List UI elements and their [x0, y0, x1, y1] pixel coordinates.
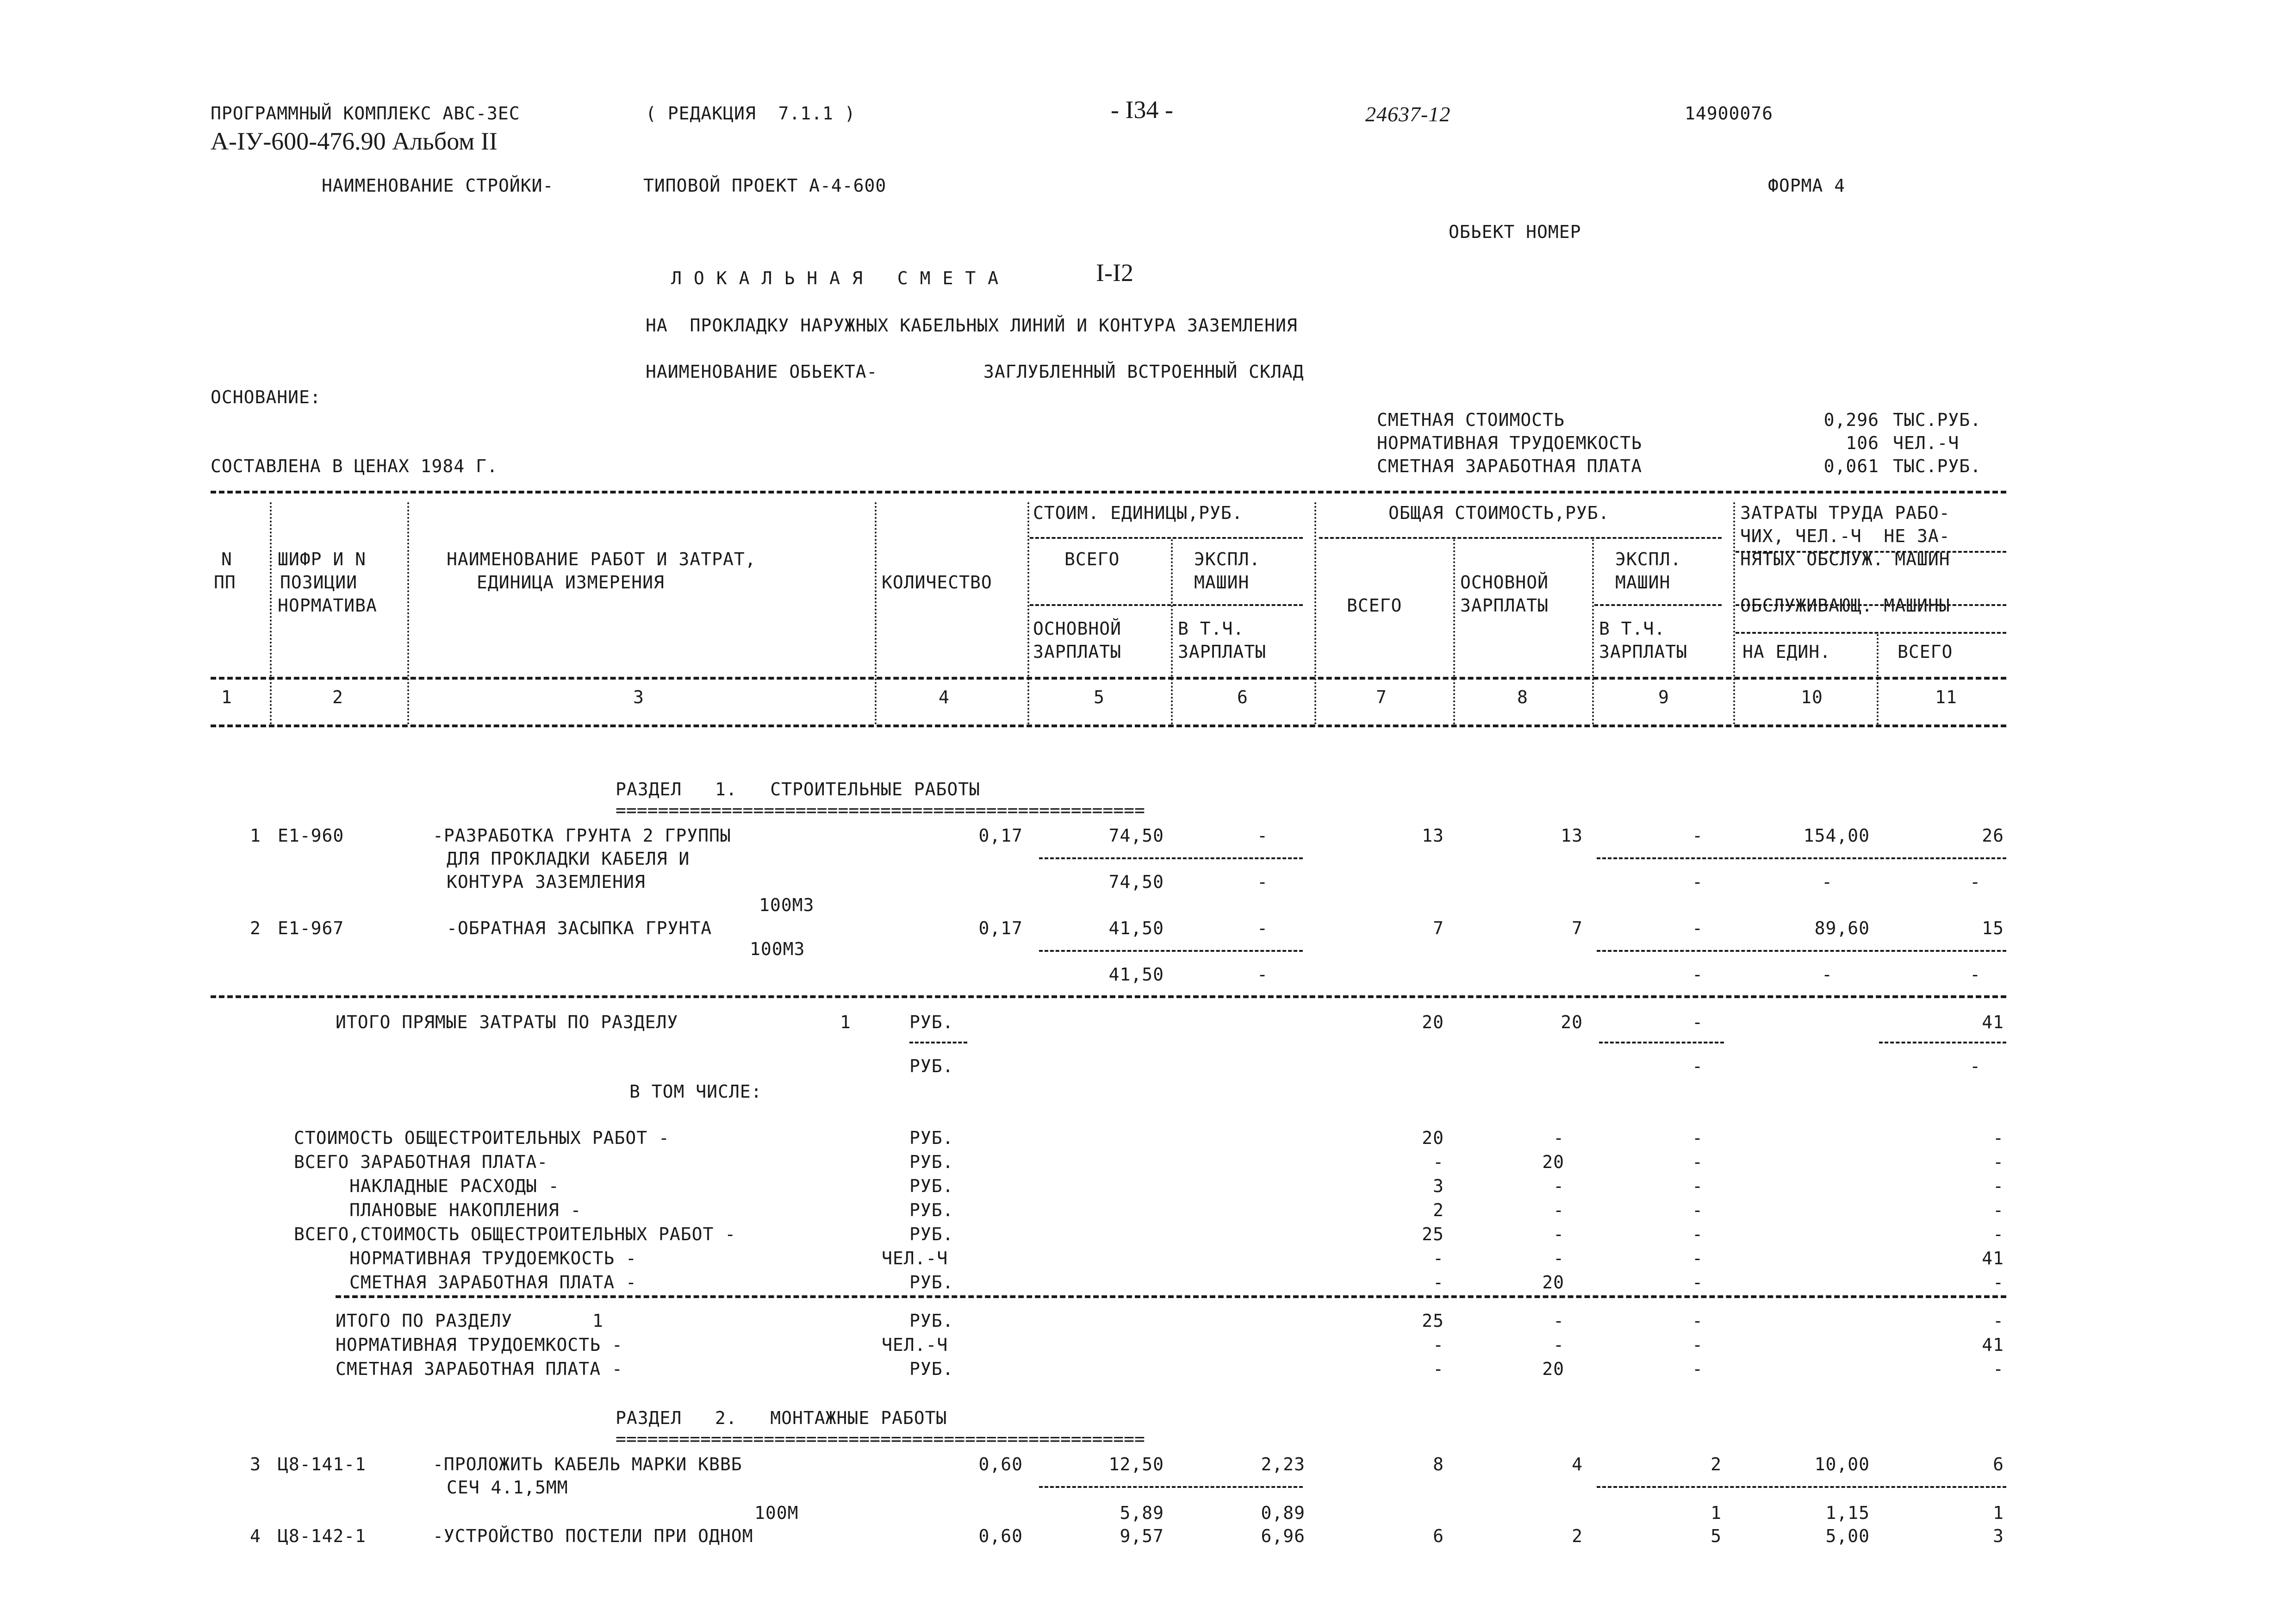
- row3-code: Ц8-141-1: [278, 1454, 367, 1474]
- row1-c5b: 74,50: [1108, 872, 1164, 892]
- section2-underline: ==================================================: [616, 1429, 1145, 1449]
- final-label: СМЕТНАЯ ЗАРАБОТНАЯ ПЛАТА -: [336, 1359, 623, 1379]
- row2-rule-a: [1039, 950, 1303, 952]
- breakdown-c7: -: [1433, 1152, 1444, 1172]
- summary-value-cost: 0,296: [1823, 410, 1879, 430]
- row3-qty: 0,60: [978, 1454, 1023, 1474]
- summary-unit-cost: ТЫС.РУБ.: [1893, 410, 1982, 430]
- header-bottom-rule: [211, 677, 2006, 680]
- direct-total-label: ИТОГО ПРЯМЫЕ ЗАТРАТЫ ПО РАЗДЕЛУ: [336, 1012, 678, 1032]
- final-unit: ЧЕЛ.-Ч: [882, 1335, 948, 1355]
- final-unit: РУБ.: [909, 1311, 954, 1331]
- album-label: А-IУ-600-476.90 Альбом II: [211, 127, 498, 155]
- row2-name-1: -ОБРАТНАЯ ЗАСЫПКА ГРУНТА: [447, 918, 712, 938]
- row1-c10b: -: [1822, 872, 1833, 892]
- row3-name-1: -ПРОЛОЖИТЬ КАБЕЛЬ МАРКИ КВВБ: [433, 1454, 742, 1474]
- hdr-pp: ПП: [214, 572, 236, 593]
- breakdown-unit: РУБ.: [909, 1152, 954, 1172]
- breakdown-unit: РУБ.: [909, 1176, 954, 1196]
- breakdown-c7: -: [1433, 1248, 1444, 1268]
- col-num-1: 1: [221, 687, 232, 707]
- row2-c5: 41,50: [1108, 918, 1164, 938]
- hdr-quantity: КОЛИЧЕСТВО: [882, 572, 992, 593]
- row2-c8: 7: [1572, 918, 1583, 938]
- row3-rule-b: [1597, 1486, 2006, 1488]
- row3-c6: 2,23: [1261, 1454, 1305, 1474]
- hdr-osn2-2: ЗАРПЛАТЫ: [1460, 595, 1549, 616]
- hdr-expl-2: МАШИН: [1194, 572, 1250, 593]
- prices-year: СОСТАВЛЕНА В ЦЕНАХ 1984 Г.: [211, 456, 498, 476]
- direct-total-c8: 20: [1561, 1012, 1583, 1032]
- breakdown-label: ВСЕГО,СТОИМОСТЬ ОБЩЕСТРОИТЕЛЬНЫХ РАБОТ -: [294, 1224, 736, 1244]
- final-c9: -: [1692, 1311, 1703, 1331]
- breakdown-c9: -: [1692, 1224, 1703, 1244]
- page-number: - I34 -: [1111, 96, 1173, 124]
- hdr-vtch2-2: ЗАРПЛАТЫ: [1599, 642, 1688, 662]
- breakdown-rule: [336, 1295, 2006, 1298]
- handwritten-number: 24637-12: [1365, 102, 1451, 126]
- col-num-4: 4: [939, 687, 950, 707]
- row1-unit: 100М3: [759, 895, 815, 915]
- summary-label-labor: НОРМАТИВНАЯ ТРУДОЕМКОСТЬ: [1377, 433, 1643, 453]
- final-unit: РУБ.: [909, 1359, 954, 1379]
- row3-c5b: 5,89: [1120, 1503, 1164, 1523]
- table-top-rule: [211, 491, 2006, 493]
- col-sep-8: [1592, 539, 1594, 725]
- row2-c7: 7: [1433, 918, 1444, 938]
- breakdown-c8: -: [1553, 1200, 1564, 1220]
- row2-c9b: -: [1692, 964, 1703, 985]
- col-sep-4: [1027, 502, 1029, 725]
- row2-unit: 100М3: [750, 939, 805, 959]
- row2-rule-b: [1597, 950, 2006, 952]
- row3-c11: 6: [1993, 1454, 2004, 1474]
- row2-c6b: -: [1257, 964, 1268, 985]
- row4-c8: 2: [1572, 1526, 1583, 1546]
- final-c8: -: [1553, 1311, 1564, 1331]
- breakdown-c8: -: [1553, 1176, 1564, 1196]
- row4-c6: 6,96: [1261, 1526, 1305, 1546]
- row3-c8: 4: [1572, 1454, 1583, 1474]
- row1-n: 1: [250, 825, 261, 846]
- total-cost-rule: [1319, 537, 1722, 539]
- final-c9: -: [1692, 1359, 1703, 1379]
- col-num-5: 5: [1094, 687, 1105, 707]
- hdr-total-cost: ОБЩАЯ СТОИМОСТЬ,РУБ.: [1388, 503, 1610, 523]
- hdr-name-1: НАИМЕНОВАНИЕ РАБОТ И ЗАТРАТ,: [447, 549, 756, 569]
- breakdown-c7: 20: [1422, 1128, 1444, 1148]
- summary-value-labor: 106: [1846, 433, 1879, 453]
- row4-c10: 5,00: [1825, 1526, 1870, 1546]
- direct-c9-rule: [1599, 1042, 1724, 1043]
- construction-value: ТИПОВОЙ ПРОЕКТ А-4-600: [643, 175, 887, 196]
- hdr-osn2-1: ОСНОВНОЙ: [1460, 572, 1549, 593]
- col-sep-5: [1171, 539, 1173, 725]
- row2-c11: 15: [1982, 918, 2004, 938]
- hdr-vtch-1: В Т.Ч.: [1178, 618, 1244, 639]
- row2-code: Е1-967: [278, 918, 344, 938]
- col-num-7: 7: [1376, 687, 1387, 707]
- breakdown-c7: -: [1433, 1272, 1444, 1293]
- breakdown-unit: РУБ.: [909, 1224, 954, 1244]
- row3-unit: 100М: [754, 1503, 799, 1523]
- basis-label: ОСНОВАНИЕ:: [211, 387, 321, 407]
- breakdown-c11: -: [1993, 1176, 2004, 1196]
- col-sep-6: [1314, 502, 1316, 725]
- section1-rows-rule: [211, 995, 2006, 998]
- section2-title: РАЗДЕЛ 2. МОНТАЖНЫЕ РАБОТЫ: [616, 1408, 947, 1428]
- hdr-vsego-total: ВСЕГО: [1347, 595, 1402, 616]
- row3-c11b: 1: [1993, 1503, 2004, 1523]
- row2-c10b: -: [1822, 964, 1833, 985]
- row1-name-1: -РАЗРАБОТКА ГРУНТА 2 ГРУППЫ: [433, 825, 731, 846]
- hdr-vsego-unit: ВСЕГО: [1064, 549, 1120, 569]
- final-c8: -: [1553, 1335, 1564, 1355]
- row3-c9b: 1: [1711, 1503, 1722, 1523]
- col-sep-7: [1453, 539, 1455, 725]
- hdr-osn-1: ОСНОВНОЙ: [1033, 618, 1122, 639]
- row1-c9b: -: [1692, 872, 1703, 892]
- row3-n: 3: [250, 1454, 261, 1474]
- row3-rule-a: [1039, 1486, 1303, 1488]
- document-title: ЛОКАЛЬНАЯ СМЕТА: [671, 268, 1011, 288]
- direct-rub2-c11: -: [1970, 1056, 1981, 1076]
- row1-c11b: -: [1970, 872, 1981, 892]
- section1-title: РАЗДЕЛ 1. СТРОИТЕЛЬНЫЕ РАБОТЫ: [616, 779, 980, 800]
- direct-c11-rule: [1879, 1042, 2006, 1043]
- breakdown-c8: -: [1553, 1248, 1564, 1268]
- row1-name-2: ДЛЯ ПРОКЛАДКИ КАБЕЛЯ И: [447, 849, 690, 869]
- summary-label-cost: СМЕТНАЯ СТОИМОСТЬ: [1377, 410, 1565, 430]
- row3-c6b: 0,89: [1261, 1503, 1305, 1523]
- row1-c6b: -: [1257, 872, 1268, 892]
- hdr-code-1: ШИФР И N: [278, 549, 367, 569]
- col-sep-3: [875, 502, 877, 725]
- row2-c10: 89,60: [1814, 918, 1870, 938]
- final-c7: 25: [1422, 1311, 1444, 1331]
- breakdown-c9: -: [1692, 1176, 1703, 1196]
- direct-rub-rule: [909, 1042, 967, 1043]
- final-label: НОРМАТИВНАЯ ТРУДОЕМКОСТЬ -: [336, 1335, 623, 1355]
- row2-c6: -: [1257, 918, 1268, 938]
- row2-c5b: 41,50: [1108, 964, 1164, 985]
- breakdown-c7: 3: [1433, 1176, 1444, 1196]
- labor-rule-3: [1736, 632, 2006, 634]
- row1-c8: 13: [1561, 825, 1583, 846]
- row2-qty: 0,17: [978, 918, 1023, 938]
- row2-c9: -: [1692, 918, 1703, 938]
- breakdown-label: ВСЕГО ЗАРАБОТНАЯ ПЛАТА-: [294, 1152, 548, 1172]
- col-num-10: 10: [1801, 687, 1823, 707]
- col-num-9: 9: [1658, 687, 1669, 707]
- final-c7: -: [1433, 1359, 1444, 1379]
- breakdown-c9: -: [1692, 1152, 1703, 1172]
- row1-name-3: КОНТУРА ЗАЗЕМЛЕНИЯ: [447, 872, 646, 892]
- row1-code: Е1-960: [278, 825, 344, 846]
- summary-label-wage: СМЕТНАЯ ЗАРАБОТНАЯ ПЛАТА: [1377, 456, 1643, 476]
- breakdown-unit: РУБ.: [909, 1128, 954, 1148]
- breakdown-c8: 20: [1542, 1152, 1564, 1172]
- summary-unit-wage: ТЫС.РУБ.: [1893, 456, 1982, 476]
- hdr-name-2: ЕДИНИЦА ИЗМЕРЕНИЯ: [477, 572, 665, 593]
- row1-c5: 74,50: [1108, 825, 1164, 846]
- numbers-bottom-rule: [211, 725, 2006, 727]
- row3-name-2: СЕЧ 4.1,5ММ: [447, 1477, 568, 1498]
- direct-total-c11: 41: [1982, 1012, 2004, 1032]
- row4-qty: 0,60: [978, 1526, 1023, 1546]
- col-num-11: 11: [1935, 687, 1957, 707]
- program-name: ПРОГРАММНЫЙ КОМПЛЕКС АВС-ЗЕС: [211, 103, 520, 124]
- unit-cost-rule-2: [1030, 604, 1303, 606]
- row3-c5: 12,50: [1108, 1454, 1164, 1474]
- row4-c9: 5: [1711, 1526, 1722, 1546]
- estimate-number: I-I2: [1096, 259, 1133, 287]
- row1-c7: 13: [1422, 825, 1444, 846]
- hdr-expl2-1: ЭКСПЛ.: [1615, 549, 1682, 569]
- breakdown-c7: 25: [1422, 1224, 1444, 1244]
- row1-c9: -: [1692, 825, 1703, 846]
- hdr-unit-cost: СТОИМ. ЕДИНИЦЫ,РУБ.: [1033, 503, 1243, 523]
- hdr-expl2-2: МАШИН: [1615, 572, 1671, 593]
- breakdown-label: СМЕТНАЯ ЗАРАБОТНАЯ ПЛАТА -: [349, 1272, 637, 1293]
- final-c11: -: [1993, 1311, 2004, 1331]
- document-id: 14900076: [1685, 103, 1773, 124]
- hdr-expl-1: ЭКСПЛ.: [1194, 549, 1261, 569]
- unit-cost-rule: [1030, 537, 1303, 539]
- final-section-num: 1: [592, 1311, 604, 1331]
- col-sep-9: [1733, 502, 1735, 725]
- row2-n: 2: [250, 918, 261, 938]
- breakdown-c11: -: [1993, 1152, 2004, 1172]
- row1-qty: 0,17: [978, 825, 1023, 846]
- row1-c6: -: [1257, 825, 1268, 846]
- breakdown-label: НАКЛАДНЫЕ РАСХОДЫ -: [349, 1176, 560, 1196]
- breakdown-c11: -: [1993, 1224, 2004, 1244]
- row4-c11: 3: [1993, 1526, 2004, 1546]
- breakdown-c9: -: [1692, 1128, 1703, 1148]
- row4-c7: 6: [1433, 1526, 1444, 1546]
- breakdown-c8: 20: [1542, 1272, 1564, 1293]
- breakdown-c11: -: [1993, 1200, 2004, 1220]
- direct-total-c7: 20: [1422, 1012, 1444, 1032]
- row1-rule-a: [1039, 857, 1303, 859]
- breakdown-c8: -: [1553, 1224, 1564, 1244]
- row1-c10: 154,00: [1803, 825, 1870, 846]
- col-num-2: 2: [332, 687, 343, 707]
- hdr-labor-4: ОБСЛУЖИВАЮЩ. МАШИНЫ: [1740, 595, 1950, 616]
- edition: ( РЕДАКЦИЯ 7.1.1 ): [646, 103, 856, 124]
- breakdown-c11: -: [1993, 1128, 2004, 1148]
- breakdown-label: НОРМАТИВНАЯ ТРУДОЕМКОСТЬ -: [349, 1248, 637, 1268]
- object-name-value: ЗАГЛУБЛЕННЫЙ ВСТРОЕННЫЙ СКЛАД: [983, 362, 1304, 382]
- breakdown-label: ПЛАНОВЫЕ НАКОПЛЕНИЯ -: [349, 1200, 582, 1220]
- estimate-subject: НА ПРОКЛАДКУ НАРУЖНЫХ КАБЕЛЬНЫХ ЛИНИЙ И КОНТУРА ЗАЗЕМЛЕНИЯ: [646, 315, 1298, 336]
- hdr-osn-2: ЗАРПЛАТЫ: [1033, 642, 1122, 662]
- object-name-label: НАИМЕНОВАНИЕ ОБЬЕКТА-: [646, 362, 878, 382]
- direct-total-num: 1: [840, 1012, 851, 1032]
- hdr-vtch2-1: В Т.Ч.: [1599, 618, 1666, 639]
- hdr-labor-total: ВСЕГО: [1898, 642, 1953, 662]
- section1-underline: ==================================================: [616, 800, 1145, 820]
- final-c11: -: [1993, 1359, 2004, 1379]
- row4-n: 4: [250, 1526, 261, 1546]
- direct-total-c9: -: [1692, 1012, 1703, 1032]
- hdr-n: N: [221, 549, 232, 569]
- breakdown-c9: -: [1692, 1272, 1703, 1293]
- row3-c10b: 1,15: [1825, 1503, 1870, 1523]
- hdr-labor-3: НЯТЫХ ОБСЛУЖ. МАШИН: [1740, 549, 1950, 569]
- hdr-vtch-2: ЗАРПЛАТЫ: [1178, 642, 1267, 662]
- breakdown-unit: РУБ.: [909, 1272, 954, 1293]
- hdr-code-3: НОРМАТИВА: [278, 595, 377, 616]
- hdr-code-2: ПОЗИЦИИ: [280, 572, 358, 593]
- including-label: В ТОМ ЧИСЛЕ:: [629, 1081, 762, 1102]
- breakdown-c9: -: [1692, 1200, 1703, 1220]
- expl-rule: [1594, 604, 1722, 606]
- final-c11: 41: [1982, 1335, 2004, 1355]
- breakdown-unit: ЧЕЛ.-Ч: [882, 1248, 948, 1268]
- direct-rub2-c9: -: [1692, 1056, 1703, 1076]
- breakdown-c9: -: [1692, 1248, 1703, 1268]
- breakdown-unit: РУБ.: [909, 1200, 954, 1220]
- hdr-per-unit: НА ЕДИН.: [1742, 642, 1831, 662]
- breakdown-c8: -: [1553, 1128, 1564, 1148]
- direct-total-unit: РУБ.: [909, 1012, 954, 1032]
- final-c8: 20: [1542, 1359, 1564, 1379]
- row3-c9: 2: [1711, 1454, 1722, 1474]
- row4-code: Ц8-142-1: [278, 1526, 367, 1546]
- row4-c5: 9,57: [1120, 1526, 1164, 1546]
- summary-value-wage: 0,061: [1823, 456, 1879, 476]
- col-num-3: 3: [633, 687, 644, 707]
- row3-c10: 10,00: [1814, 1454, 1870, 1474]
- summary-unit-labor: ЧЕЛ.-Ч: [1893, 433, 1960, 453]
- final-label: ИТОГО ПО РАЗДЕЛУ: [336, 1311, 513, 1331]
- hdr-labor-2: ЧИХ, ЧЕЛ.-Ч НЕ ЗА-: [1740, 526, 1950, 546]
- final-c9: -: [1692, 1335, 1703, 1355]
- row2-c11b: -: [1970, 964, 1981, 985]
- row1-c11: 26: [1982, 825, 2004, 846]
- construction-label: НАИМЕНОВАНИЕ СТРОЙКИ-: [322, 175, 554, 196]
- final-c7: -: [1433, 1335, 1444, 1355]
- col-sep-10: [1877, 634, 1879, 725]
- col-sep-1: [270, 502, 272, 725]
- col-num-6: 6: [1237, 687, 1248, 707]
- row1-rule-b: [1597, 857, 2006, 859]
- hdr-labor-1: ЗАТРАТЫ ТРУДА РАБО-: [1740, 503, 1950, 523]
- object-number: ОБЬЕКТ НОМЕР: [1449, 222, 1581, 242]
- row3-c7: 8: [1433, 1454, 1444, 1474]
- form-label: ФОРМА 4: [1768, 175, 1846, 196]
- breakdown-c11: -: [1993, 1272, 2004, 1293]
- direct-rub2: РУБ.: [909, 1056, 954, 1076]
- row4-name-1: -УСТРОЙСТВО ПОСТЕЛИ ПРИ ОДНОМ: [433, 1526, 753, 1546]
- breakdown-c7: 2: [1433, 1200, 1444, 1220]
- col-num-8: 8: [1517, 687, 1528, 707]
- breakdown-c11: 41: [1982, 1248, 2004, 1268]
- col-sep-2: [407, 502, 409, 725]
- breakdown-label: СТОИМОСТЬ ОБЩЕСТРОИТЕЛЬНЫХ РАБОТ -: [294, 1128, 670, 1148]
